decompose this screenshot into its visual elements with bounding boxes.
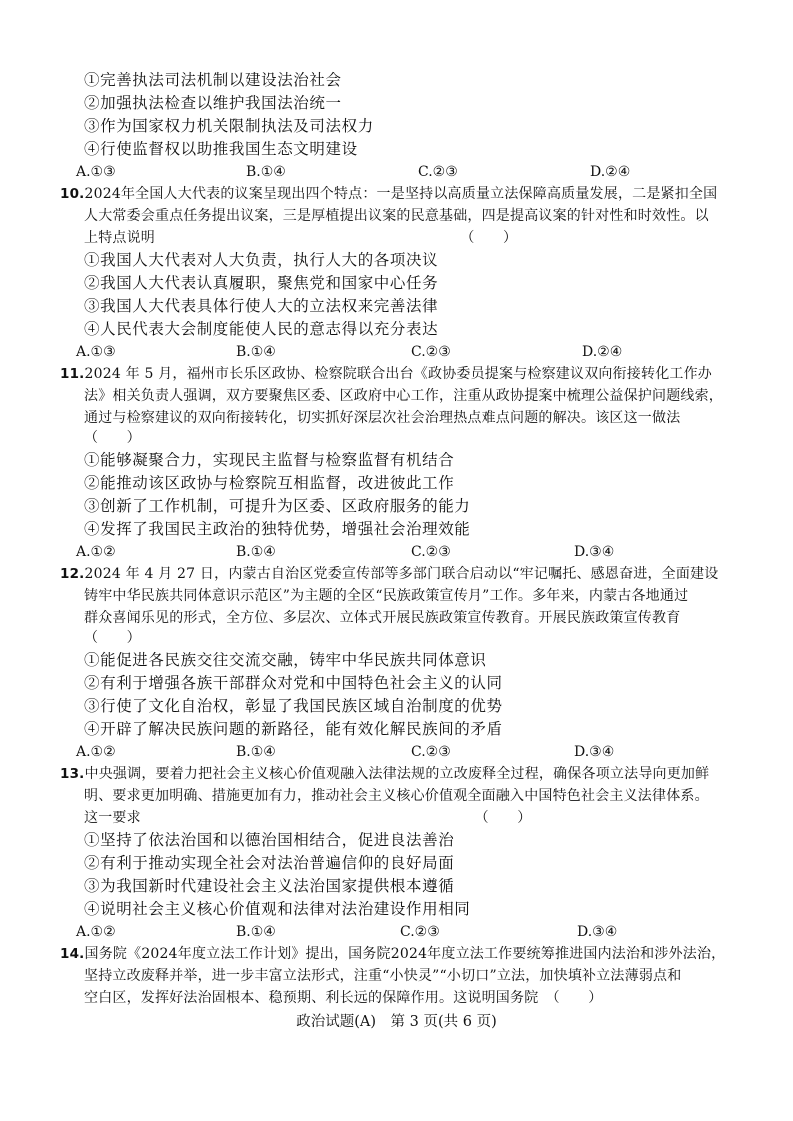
q11-answer-bracket: （ ）: [84, 430, 141, 446]
q9-answer-d: D.②④: [590, 164, 631, 180]
q10-statement-1: ①我国人大代表对人大负责，执行人大的各项决议: [84, 251, 439, 269]
q14-stem-line-2: 坚持立改废释并举，进一步丰富立法形式，注重“小快灵”“小切口”立法，加快填补立法薄弱点和: [84, 968, 682, 984]
q13-stem-line-3: 这一要求 （ ）: [84, 810, 532, 826]
q9-statement-3: ③作为国家权力机关限制执法及司法权力: [84, 117, 374, 135]
q12-number: 12.: [60, 566, 85, 582]
q9-answer-c: C.②③: [418, 164, 458, 180]
q9-statement-4: ④行使监督权以助推我国生态文明建设: [84, 140, 358, 158]
q14-number: 14.: [60, 946, 85, 962]
q12-statement-2: ②有利于增强各族干部群众对党和中国特色社会主义的认同: [84, 674, 503, 692]
q10-statement-4: ④人民代表大会制度能使人民的意志得以充分表达: [84, 320, 439, 338]
q11-number: 11.: [60, 366, 85, 382]
q9-statement-2: ②加强执法检查以维护我国法治统一: [84, 94, 342, 112]
q10-stem-line-2: 人大常委会重点任务提出议案，三是厚植提出议案的民意基础，四是提高议案的针对性和时效性。以: [84, 208, 709, 224]
q11-answer-d: D.③④: [574, 544, 615, 560]
q12-answer-a: A.①②: [76, 744, 116, 760]
q14-stem-line-3: 空白区，发挥好法治固根本、稳预期、利长远的保障作用。这说明国务院 （ ）: [84, 990, 603, 1006]
q12-statement-1: ①能促进各民族交往交流交融，铸牢中华民族共同体意识: [84, 651, 487, 669]
q10-statement-2: ②我国人大代表认真履职，聚焦党和国家中心任务: [84, 274, 439, 292]
q11-answer-a: A.①②: [76, 544, 116, 560]
q10-stem-line-3: 上特点说明 （ ）: [84, 230, 518, 246]
q11-answer-b: B.①④: [236, 544, 276, 560]
q12-stem-line-2: 铸牢中华民族共同体意识示范区”为主题的全区“民族政策宣传月”工作。多年来，内蒙古各地通过: [84, 588, 689, 604]
q12-statement-3: ③行使了文化自治权，彰显了我国民族区域自治制度的优势: [84, 697, 503, 715]
q13-stem-line-2: 明、要求更加明确、措施更加有力，推动社会主义核心价值观全面融入中国特色社会主义法律体系。: [84, 788, 709, 804]
q12-stem-line-3: 群众喜闻乐见的形式，全方位、多层次、立体式开展民族政策宣传教育。开展民族政策宣传教育: [84, 610, 681, 626]
q11-stem-line-1: 11.2024 年 5 月，福州市长乐区政协、检察院联合出台《政协委员提案与检察建议双向衔接转化工作办: [60, 366, 712, 382]
q11-statement-4: ④发挥了我国民主政治的独特优势，增强社会治理效能: [84, 520, 471, 538]
q12-answer-b: B.①④: [236, 744, 276, 760]
q10-stem-line-1: 10.2024年全国人大代表的议案呈现出四个特点：一是坚持以高质量立法保障高质量发展，二是紧扣全国: [60, 186, 718, 202]
q13-statement-2: ②有利于推动实现全社会对法治普遍信仰的良好局面: [84, 854, 455, 872]
q9-answer-a: A.①③: [76, 164, 116, 180]
q12-answer-c: C.②③: [411, 744, 451, 760]
q10-number: 10.: [60, 186, 85, 202]
q12-statement-4: ④开辟了解决民族问题的新路径，能有效化解民族间的矛盾: [84, 720, 503, 738]
q11-answer-c: C.②③: [411, 544, 451, 560]
q13-statement-3: ③为我国新时代建设社会主义法治国家提供根本遵循: [84, 877, 455, 895]
q12-stem-line-1: 12.2024 年 4 月 27 日，内蒙古自治区党委宣传部等多部门联合启动以“牢记嘱托、感恩奋进，全面建设: [60, 566, 719, 582]
q13-answer-a: A.①②: [76, 924, 116, 940]
q13-stem-line-1: 13.中央强调，要着力把社会主义核心价值观融入法律法规的立改废释全过程，确保各项立法导向更加鲜: [60, 766, 710, 782]
q10-statement-3: ③我国人大代表具体行使人大的立法权来完善法律: [84, 297, 439, 315]
q10-answer-d: D.②④: [582, 344, 623, 360]
page-footer: 政治试题(A) 第 3 页(共 6 页): [296, 1014, 497, 1030]
q14-stem-line-1: 14.国务院《2024年度立法工作计划》提出，国务院2024年度立法工作要统筹推进国内法治和涉外法治，: [60, 946, 726, 962]
q11-stem-line-3: 通过与检察建议的双向衔接转化，切实抓好深层次社会治理热点难点问题的解决。该区这一做法: [84, 410, 681, 426]
q9-answer-b: B.①④: [246, 164, 286, 180]
q11-statement-2: ②能推动该区政协与检察院互相监督，改进彼此工作: [84, 474, 455, 492]
q11-statement-3: ③创新了工作机制，可提升为区委、区政府服务的能力: [84, 497, 471, 515]
q11-statement-1: ①能够凝聚合力，实现民主监督与检察监督有机结合: [84, 451, 455, 469]
q13-answer-d: D.③④: [577, 924, 618, 940]
q13-answer-c: C.②③: [400, 924, 440, 940]
q13-statement-4: ④说明社会主义核心价值观和法律对法治建设作用相同: [84, 900, 471, 918]
q9-statement-1: ①完善执法司法机制以建设法治社会: [84, 71, 342, 89]
q13-number: 13.: [60, 766, 85, 782]
q10-answer-a: A.①③: [76, 344, 116, 360]
q10-answer-b: B.①④: [236, 344, 276, 360]
q12-answer-d: D.③④: [574, 744, 615, 760]
q11-stem-line-2: 法》相关负责人强调，双方要聚焦区委、区政府中心工作，注重从政协提案中梳理公益保护问题线索，: [84, 388, 723, 404]
q13-statement-1: ①坚持了依法治国和以德治国相结合，促进良法善治: [84, 831, 455, 849]
q10-answer-c: C.②③: [411, 344, 451, 360]
q12-answer-bracket: （ ）: [84, 630, 141, 646]
q13-answer-b: B.①④: [236, 924, 276, 940]
